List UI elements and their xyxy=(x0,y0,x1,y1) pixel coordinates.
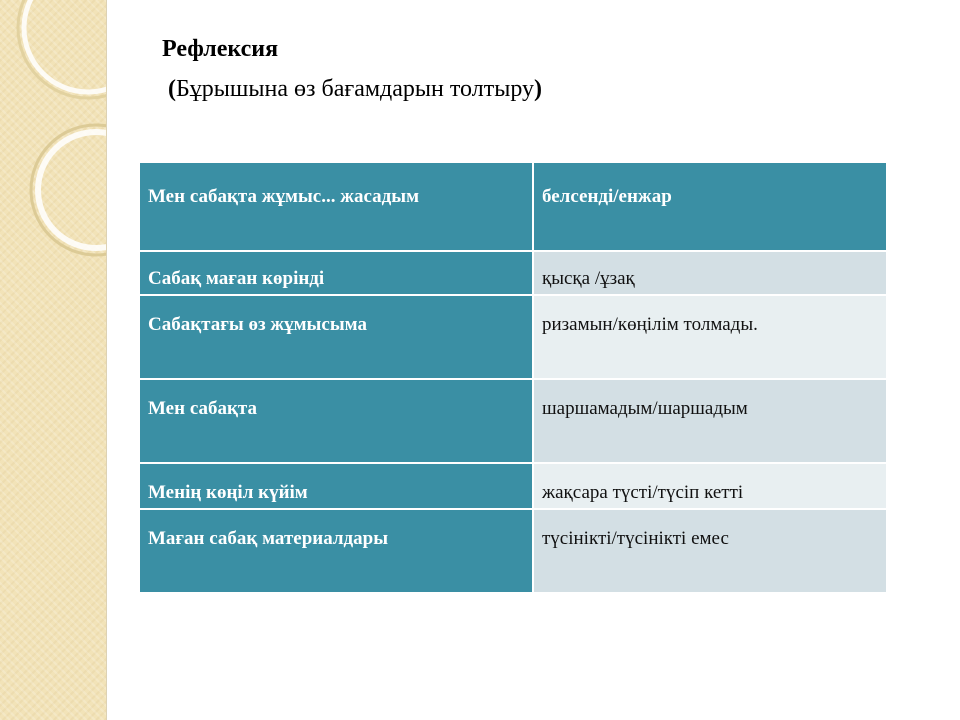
table-row xyxy=(140,163,887,251)
table-cell-options: қысқа /ұзақ xyxy=(533,251,887,295)
table-cell-options: шаршамадым/шаршадым xyxy=(533,379,887,463)
subtitle-open-paren: ( xyxy=(168,76,176,102)
slide-subtitle xyxy=(168,76,542,103)
decorative-circles-icon xyxy=(0,0,106,720)
table-cell-criterion: Мен сабақта xyxy=(140,379,533,463)
table-cell-options: белсенді/енжар xyxy=(533,163,887,251)
table-cell-options: ризамын/көңілім толмады. xyxy=(533,295,887,379)
table-cell-criterion: Сабақ маған көрінді xyxy=(140,251,533,295)
slide-title: Рефлексия xyxy=(162,36,279,62)
table-row xyxy=(140,251,887,295)
table-cell-criterion: Маған сабақ материалдары xyxy=(140,509,533,593)
table-row xyxy=(140,295,887,379)
table-cell-criterion: Менің көңіл күйім xyxy=(140,463,533,509)
table-cell-options: түсінікті/түсінікті емес xyxy=(533,509,887,593)
table-cell-options: жақсара түсті/түсіп кетті xyxy=(533,463,887,509)
table-row xyxy=(140,463,887,509)
subtitle-close-paren: ) xyxy=(534,76,542,102)
decorative-side-strip xyxy=(0,0,107,720)
table-row xyxy=(140,379,887,463)
table-cell-criterion: Сабақтағы өз жұмысыма xyxy=(140,295,533,379)
reflection-table xyxy=(140,163,888,594)
table-row xyxy=(140,509,887,593)
subtitle-text: Бұрышына өз бағамдарын толтыру xyxy=(176,76,534,102)
table-cell-criterion: Мен сабақта жұмыс... жасадым xyxy=(140,163,533,251)
